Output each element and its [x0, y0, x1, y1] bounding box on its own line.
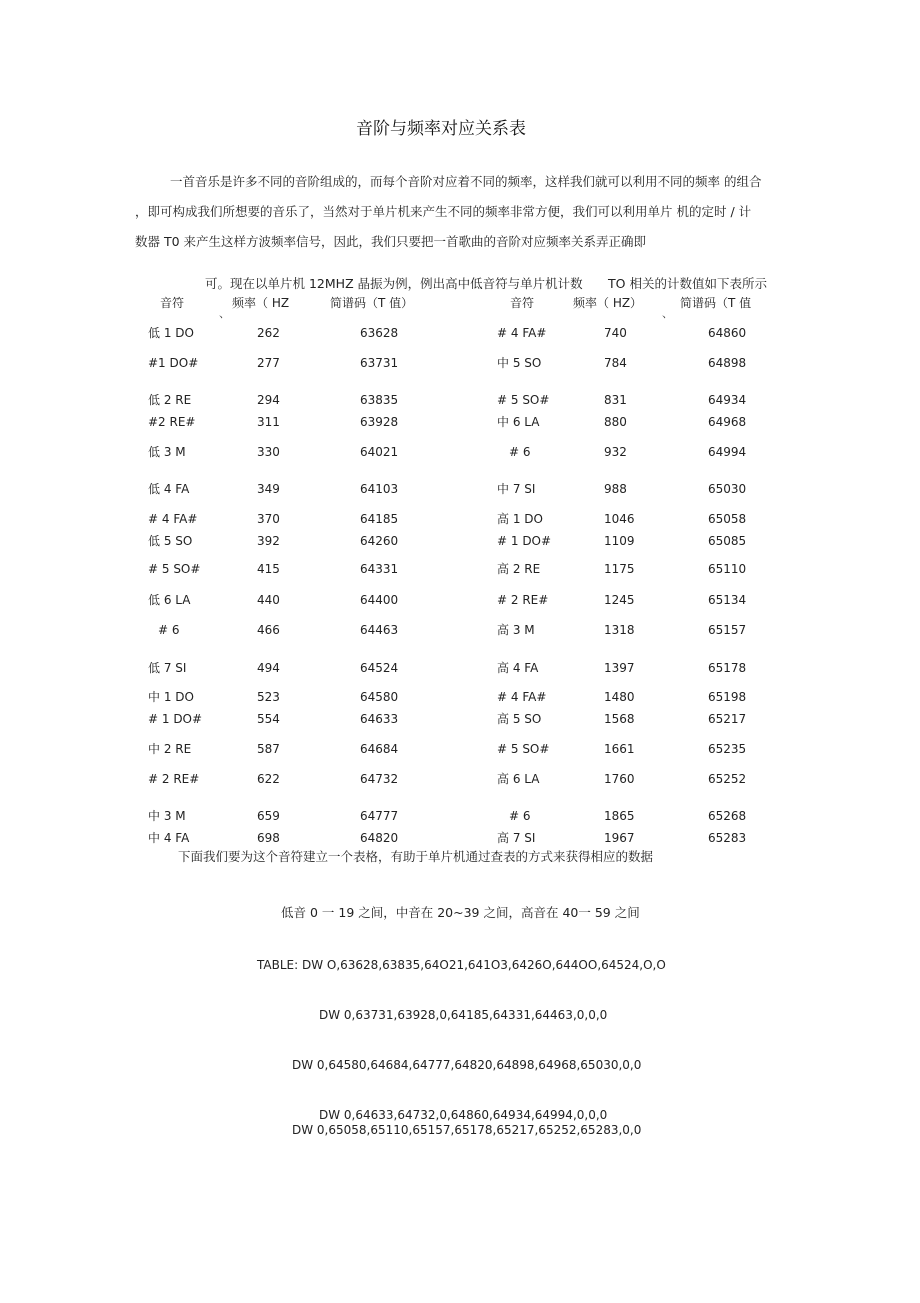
cell-freq-right: 1661: [604, 742, 635, 756]
cell-code-right: 65134: [708, 593, 747, 607]
cell-freq-left: 440: [257, 593, 280, 607]
cell-note-right: 中 7 SI: [497, 482, 536, 496]
header-tick-left: 、: [219, 307, 230, 320]
cell-code-right: 65178: [708, 661, 747, 675]
cell-freq-right: 1397: [604, 661, 635, 675]
cell-note-left: # 2 RE#: [148, 772, 200, 786]
cell-code-right: 65268: [708, 809, 747, 823]
cell-note-right: 高 3 M: [497, 623, 535, 637]
cell-freq-left: 262: [257, 326, 280, 340]
cell-freq-right: 988: [604, 482, 627, 496]
cell-code-right: 65085: [708, 534, 747, 548]
cell-note-right: 高 2 RE: [497, 562, 541, 576]
header-note-right: 音符: [510, 296, 535, 310]
cell-note-right: 高 4 FA: [497, 661, 539, 675]
cell-note-left: 低 3 M: [148, 445, 186, 459]
header-tick-right: 、: [662, 307, 673, 320]
intro-line-1: 一首音乐是许多不同的音阶组成的，而每个音阶对应着不同的频率，这样我们就可以利用不同的频率 的组合: [170, 174, 762, 189]
header-freq-right: 频率（ HZ）: [573, 296, 643, 310]
cell-code-left: 63628: [360, 326, 399, 340]
cell-freq-right: 1865: [604, 809, 635, 823]
cell-note-right: 高 5 SO: [497, 712, 542, 726]
cell-note-left: # 6: [158, 623, 180, 637]
cell-freq-left: 311: [257, 415, 280, 429]
cell-code-left: 64732: [360, 772, 399, 786]
header-note-left: 音符: [160, 296, 185, 310]
cell-freq-left: 466: [257, 623, 280, 637]
cell-freq-right: 1967: [604, 831, 635, 845]
cell-freq-right: 740: [604, 326, 627, 340]
cell-note-right: # 5 SO#: [497, 742, 550, 756]
cell-code-right: 65058: [708, 512, 747, 526]
cell-note-right: 高 6 LA: [497, 772, 540, 786]
cell-code-left: 63731: [360, 356, 399, 370]
cell-freq-left: 277: [257, 356, 280, 370]
cell-freq-left: 370: [257, 512, 280, 526]
cell-freq-left: 587: [257, 742, 280, 756]
cell-freq-left: 698: [257, 831, 280, 845]
cell-freq-left: 494: [257, 661, 280, 675]
intro-line-2: ，即可构成我们所想要的音乐了，当然对于单片机来产生不同的频率非常方便，我们可以利用单片 机的定时 / 计: [135, 204, 752, 219]
cell-freq-left: 294: [257, 393, 280, 407]
cell-code-right: 65157: [708, 623, 747, 637]
cell-note-left: 中 1 DO: [148, 690, 194, 704]
cell-note-right: # 6: [509, 809, 531, 823]
cell-freq-right: 831: [604, 393, 627, 407]
cell-freq-left: 523: [257, 690, 280, 704]
code-line-2: DW 0,63731,63928,0,64185,64331,64463,0,0,0: [319, 1008, 608, 1022]
cell-note-right: # 2 RE#: [497, 593, 549, 607]
cell-code-left: 64777: [360, 809, 399, 823]
cell-code-left: 64331: [360, 562, 399, 576]
cell-freq-right: 1568: [604, 712, 635, 726]
cell-freq-left: 554: [257, 712, 280, 726]
cell-note-left: 中 3 M: [148, 809, 186, 823]
code-line-5: DW 0,65058,65110,65157,65178,65217,65252,65283,0,0: [292, 1123, 642, 1137]
cell-freq-left: 330: [257, 445, 280, 459]
cell-freq-right: 1480: [604, 690, 635, 704]
cell-note-right: 高 1 DO: [497, 512, 543, 526]
cell-note-left: #2 RE#: [148, 415, 196, 429]
code-line-1: TABLE: DW O,63628,63835,64O21,641O3,6426O,644OO,64524,O,O: [257, 958, 666, 972]
cell-freq-right: 1175: [604, 562, 635, 576]
cell-code-right: 64860: [708, 326, 747, 340]
cell-code-right: 64898: [708, 356, 747, 370]
cell-code-left: 64400: [360, 593, 399, 607]
cell-note-left: #1 DO#: [148, 356, 199, 370]
cell-code-left: 64524: [360, 661, 399, 675]
cell-freq-right: 932: [604, 445, 627, 459]
cell-freq-left: 392: [257, 534, 280, 548]
cell-code-right: 64968: [708, 415, 747, 429]
cell-code-left: 63835: [360, 393, 399, 407]
cell-code-left: 64820: [360, 831, 399, 845]
cell-freq-right: 880: [604, 415, 627, 429]
cell-code-right: 65252: [708, 772, 747, 786]
cell-code-right: 64934: [708, 393, 747, 407]
range-note: 低音 0 一 19 之间，中音在 20~39 之间，高音在 40一 59 之间: [281, 905, 640, 920]
cell-freq-left: 349: [257, 482, 280, 496]
page-title: 音阶与频率对应关系表: [356, 119, 526, 139]
intro-line-4b: TO 相关的计数值如下表所示: [608, 276, 767, 291]
cell-freq-left: 415: [257, 562, 280, 576]
cell-freq-right: 1318: [604, 623, 635, 637]
cell-code-left: 63928: [360, 415, 399, 429]
cell-code-left: 64103: [360, 482, 399, 496]
cell-code-right: 65283: [708, 831, 747, 845]
cell-note-right: 中 6 LA: [497, 415, 540, 429]
cell-code-right: 65110: [708, 562, 747, 576]
cell-note-left: 中 2 RE: [148, 742, 192, 756]
intro-line-3: 数器 T0 来产生这样方波频率信号，因此，我们只要把一首歌曲的音阶对应频率关系弄正确即: [135, 234, 647, 249]
cell-note-left: 低 4 FA: [148, 482, 190, 496]
code-line-3: DW 0,64580,64684,64777,64820,64898,64968,65030,0,0: [292, 1058, 642, 1072]
cell-code-right: 65030: [708, 482, 747, 496]
cell-note-left: 低 1 DO: [148, 326, 194, 340]
cell-code-right: 64994: [708, 445, 747, 459]
cell-note-left: 低 7 SI: [148, 661, 187, 675]
cell-code-left: 64021: [360, 445, 399, 459]
cell-note-right: # 4 FA#: [497, 326, 547, 340]
cell-code-left: 64463: [360, 623, 399, 637]
cell-note-left: # 1 DO#: [148, 712, 203, 726]
after-table-text: 下面我们要为这个音符建立一个表格，有助于单片机通过查表的方式来获得相应的数据: [178, 849, 654, 864]
cell-code-left: 64684: [360, 742, 399, 756]
cell-note-left: 中 4 FA: [148, 831, 190, 845]
cell-freq-right: 1046: [604, 512, 635, 526]
cell-freq-right: 784: [604, 356, 627, 370]
cell-code-right: 65217: [708, 712, 747, 726]
cell-code-left: 64633: [360, 712, 399, 726]
cell-code-left: 64260: [360, 534, 399, 548]
cell-note-right: # 1 DO#: [497, 534, 552, 548]
cell-note-right: 高 7 SI: [497, 831, 536, 845]
cell-note-left: # 5 SO#: [148, 562, 201, 576]
cell-note-right: # 4 FA#: [497, 690, 547, 704]
code-line-4: DW 0,64633,64732,0,64860,64934,64994,0,0,0: [319, 1108, 608, 1122]
cell-freq-right: 1109: [604, 534, 635, 548]
cell-freq-left: 622: [257, 772, 280, 786]
cell-note-left: 低 6 LA: [148, 593, 191, 607]
header-code-right: 简谱码（T 值: [680, 296, 752, 310]
cell-note-right: # 5 SO#: [497, 393, 550, 407]
cell-note-right: 中 5 SO: [497, 356, 542, 370]
cell-freq-left: 659: [257, 809, 280, 823]
cell-freq-right: 1245: [604, 593, 635, 607]
intro-line-4a: 可。现在以单片机 12MHZ 晶振为例，例出高中低音符与单片机计数: [205, 276, 583, 291]
cell-note-left: # 4 FA#: [148, 512, 198, 526]
cell-freq-right: 1760: [604, 772, 635, 786]
cell-code-left: 64185: [360, 512, 399, 526]
header-freq-left: 频率（ HZ: [232, 296, 290, 310]
cell-code-left: 64580: [360, 690, 399, 704]
cell-note-left: 低 5 SO: [148, 534, 193, 548]
cell-code-right: 65198: [708, 690, 747, 704]
cell-note-left: 低 2 RE: [148, 393, 192, 407]
cell-code-right: 65235: [708, 742, 747, 756]
cell-note-right: # 6: [509, 445, 531, 459]
header-code-left: 简谱码（T 值）: [330, 296, 414, 310]
